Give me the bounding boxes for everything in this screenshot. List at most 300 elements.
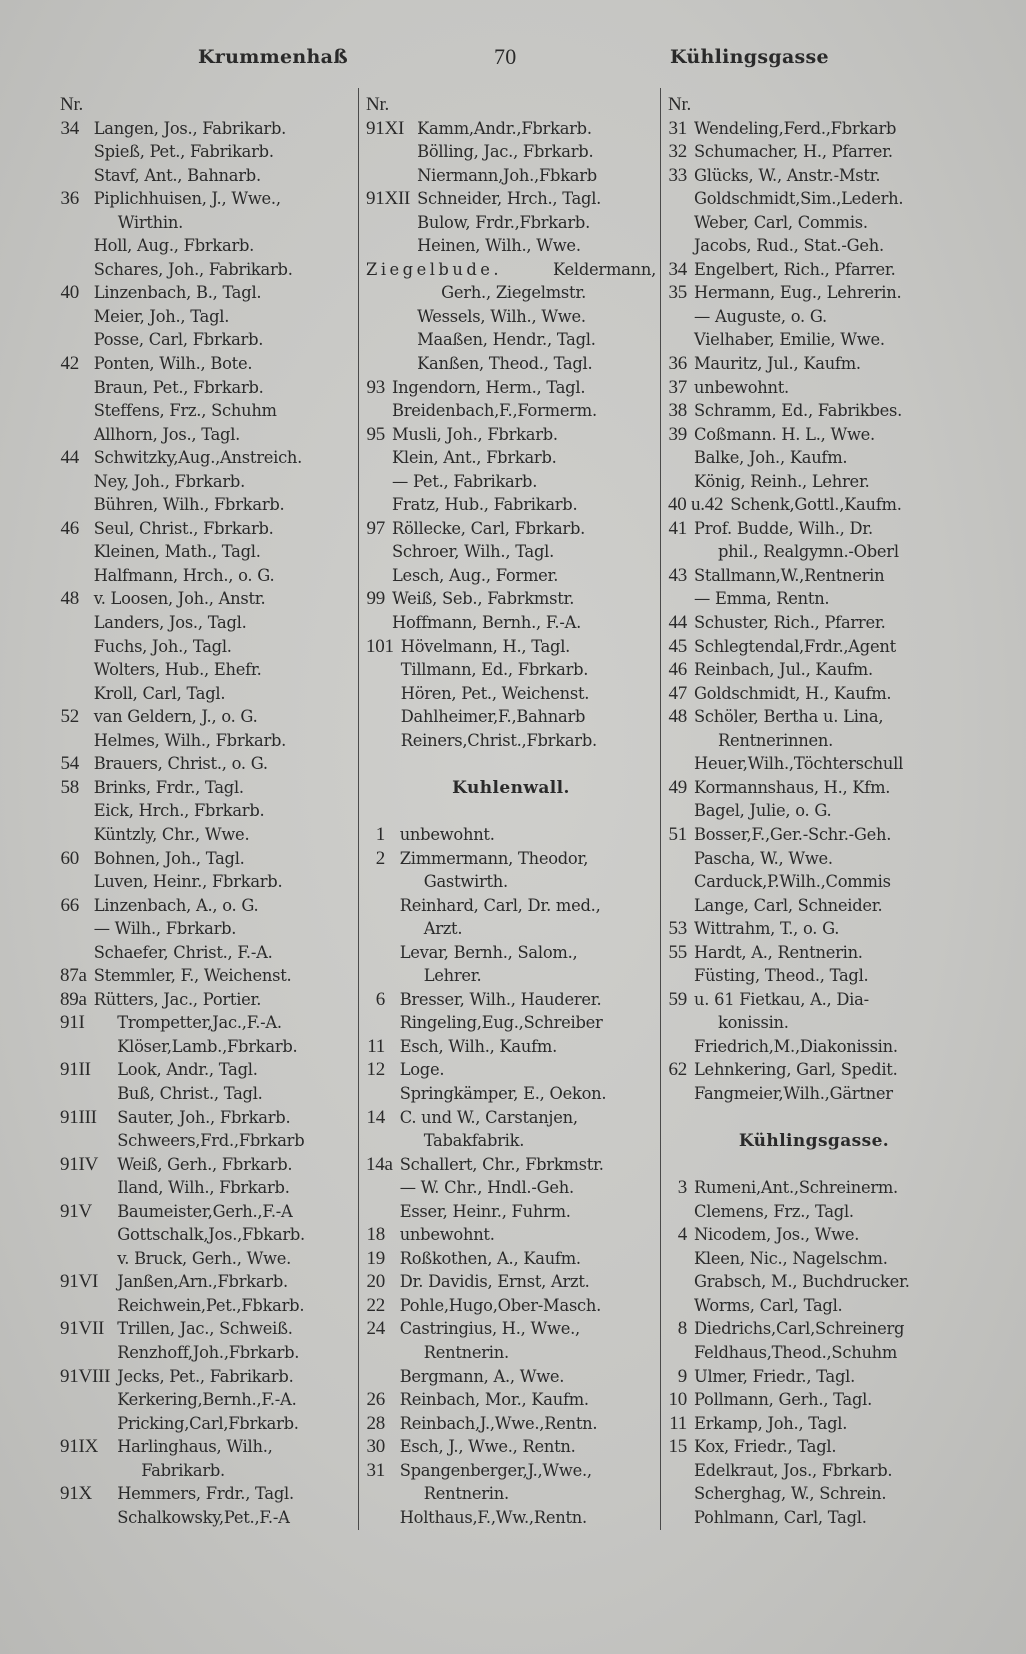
house-number — [366, 470, 392, 494]
resident-entry — [668, 917, 960, 941]
house-number — [366, 540, 392, 564]
house-number — [60, 164, 94, 188]
house-number: 49 — [668, 776, 687, 798]
house-number — [668, 446, 694, 470]
entry-section — [668, 493, 960, 517]
resident-entry — [366, 1412, 656, 1436]
resident-text: Piplichhuisen, J., Wwe., — [93, 189, 281, 209]
house-number — [366, 917, 400, 941]
resident-text: Maaßen, Hendr., Tagl. — [417, 330, 596, 350]
house-number — [366, 705, 401, 729]
resident-entry — [60, 776, 352, 800]
house-number — [366, 446, 392, 470]
resident-text: Grabsch, M., Buchdrucker. — [694, 1272, 910, 1292]
resident-text: Schenk,Gottl.,Kaufm. — [730, 495, 902, 515]
resident-text: Mauritz, Jul., Kaufm. — [694, 354, 861, 374]
resident-entry — [366, 211, 656, 235]
resident-text: Weber, Carl, Commis. — [694, 212, 868, 232]
resident-entry — [60, 1341, 352, 1365]
resident-entry — [366, 587, 656, 611]
resident-text: Schweers,Frd.,Fbrkarb — [117, 1131, 305, 1151]
house-number: 91IX — [60, 1436, 99, 1458]
resident-text: Füsting, Theod., Tagl. — [694, 966, 869, 986]
resident-text: Buß, Christ., Tagl. — [117, 1083, 263, 1103]
resident-text: Gerh., Ziegelmstr. — [441, 283, 587, 303]
house-number: 39 — [668, 423, 687, 445]
resident-entry — [60, 328, 352, 352]
resident-entry — [60, 1176, 352, 1200]
resident-entry — [366, 1294, 656, 1318]
resident-text: Kanßen, Theod., Tagl. — [417, 354, 593, 374]
resident-text: König, Reinh., Lehrer. — [694, 471, 870, 491]
resident-entry — [60, 1058, 352, 1082]
house-number: 12 — [366, 1059, 385, 1081]
house-number — [60, 1223, 117, 1247]
house-number: 38 — [668, 400, 687, 422]
resident-entry — [60, 1082, 352, 1106]
resident-text: Fangmeier,Wilh.,Gärtner — [694, 1083, 893, 1103]
house-number: 47 — [668, 682, 687, 704]
resident-text: Ulmer, Friedr., Tagl. — [694, 1366, 856, 1386]
house-number: 31 — [668, 117, 687, 139]
resident-entry — [366, 1270, 656, 1294]
resident-text: Wittrahm, T., o. G. — [694, 919, 840, 939]
entry-continuation — [366, 870, 656, 894]
resident-text: u. 61 Fietkau, A., Dia- — [694, 989, 869, 1009]
resident-text: Trompetter,Jac.,F.-A. — [117, 1013, 282, 1033]
house-number: 55 — [668, 941, 687, 963]
house-number — [668, 1482, 694, 1506]
house-number: 97 — [366, 517, 385, 539]
resident-entry — [60, 117, 352, 141]
resident-text: Rumeni,Ant.,Schreinerm. — [694, 1178, 898, 1198]
resident-text: — Auguste, o. G. — [694, 306, 827, 326]
house-number: 36 — [60, 188, 79, 210]
resident-entry — [60, 564, 352, 588]
resident-entry — [60, 376, 352, 400]
resident-text: Schuster, Rich., Pfarrer. — [694, 613, 886, 633]
resident-text: Stallmann,W.,Rentnerin — [694, 565, 885, 585]
resident-text: Schaefer, Christ., F.-A. — [93, 942, 273, 962]
resident-text: Braun, Pet., Fbrkarb. — [93, 377, 264, 397]
resident-entry — [668, 187, 960, 211]
resident-text: Brauers, Christ., o. G. — [93, 754, 268, 774]
house-number: 93 — [366, 376, 385, 398]
house-number — [366, 164, 417, 188]
resident-text: Wirthin. — [117, 212, 184, 232]
entry-section — [366, 93, 656, 117]
resident-entry — [366, 540, 656, 564]
entry-continuation — [668, 729, 960, 753]
house-number — [60, 234, 94, 258]
house-number: 91VI — [60, 1271, 99, 1293]
entry-continuation — [366, 1482, 656, 1506]
house-number — [60, 470, 94, 494]
resident-entry — [60, 635, 352, 659]
resident-entry — [60, 1153, 352, 1177]
house-number — [366, 211, 417, 235]
page-number: 70 — [494, 44, 517, 69]
resident-text: Klöser,Lamb.,Fbrkarb. — [117, 1036, 298, 1056]
resident-entry — [668, 1270, 960, 1294]
resident-text: Heuer,Wilh.,Töchterschull — [694, 754, 904, 774]
house-number — [366, 964, 400, 988]
house-number: 91III — [60, 1106, 97, 1128]
resident-entry — [366, 1176, 656, 1200]
resident-text: Ingendorn, Herm., Tagl. — [392, 377, 586, 397]
house-number — [366, 894, 400, 918]
resident-text: Reinbach, Jul., Kaufm. — [694, 660, 873, 680]
resident-entry — [668, 1317, 960, 1341]
resident-text: Ney, Joh., Fbrkarb. — [93, 471, 245, 491]
resident-entry — [366, 376, 656, 400]
house-number — [668, 799, 694, 823]
house-number — [60, 635, 94, 659]
resident-text: Bergmann, A., Wwe. — [399, 1366, 565, 1386]
entry-section — [60, 117, 352, 1012]
resident-entry — [60, 1294, 352, 1318]
resident-entry — [60, 234, 352, 258]
house-number: 91IV — [60, 1153, 99, 1175]
resident-text: Posse, Carl, Fbrkarb. — [93, 330, 264, 350]
house-number: 35 — [668, 282, 687, 304]
house-number — [668, 894, 694, 918]
resident-text: Rentnerin. — [423, 1343, 509, 1363]
resident-entry — [668, 305, 960, 329]
resident-text: unbewohnt. — [694, 377, 789, 397]
house-number — [366, 140, 417, 164]
house-number — [668, 328, 694, 352]
resident-text: Pascha, W., Wwe. — [694, 848, 833, 868]
house-number: 4 — [677, 1224, 687, 1246]
resident-text: Spangenberger,J.,Wwe., — [399, 1460, 592, 1480]
resident-entry — [366, 423, 656, 447]
resident-entry — [60, 1247, 352, 1271]
resident-text: Linzenbach, B., Tagl. — [93, 283, 262, 303]
house-number — [366, 729, 401, 753]
house-number — [60, 258, 94, 282]
house-number — [668, 1200, 694, 1224]
resident-entry — [60, 423, 352, 447]
resident-entry — [668, 164, 960, 188]
resident-text: Gastwirth. — [423, 872, 508, 892]
street-heading: Kühlingsgasse. — [738, 1130, 890, 1151]
resident-entry — [366, 705, 656, 729]
resident-text: Hermann, Eug., Lehrerin. — [694, 283, 902, 303]
resident-text: Clemens, Frz., Tagl. — [694, 1201, 854, 1221]
house-number — [366, 1365, 400, 1389]
entry-continuation — [366, 1341, 656, 1365]
resident-entry — [668, 1435, 960, 1459]
entry-section — [366, 117, 656, 376]
resident-text: Kamm,Andr.,Fbrkarb. — [417, 118, 592, 138]
resident-entry — [60, 1011, 352, 1035]
resident-text: v. Bruck, Gerh., Wwe. — [117, 1248, 292, 1268]
resident-entry — [366, 305, 656, 329]
resident-entry — [366, 847, 656, 871]
resident-entry — [668, 211, 960, 235]
house-number: 52 — [60, 706, 79, 728]
house-number: 30 — [366, 1436, 385, 1458]
resident-entry — [366, 988, 656, 1012]
resident-entry — [668, 1482, 960, 1506]
resident-text: Dahlheimer,F.,Bahnarb — [400, 707, 586, 727]
house-number — [60, 540, 94, 564]
resident-entry — [60, 847, 352, 871]
resident-text: Jecks, Pet., Fabrikarb. — [117, 1366, 294, 1386]
resident-entry — [60, 682, 352, 706]
resident-text: Schlegtendal,Frdr.,Agent — [694, 636, 896, 656]
house-number: 8 — [677, 1318, 687, 1340]
resident-entry — [668, 611, 960, 635]
house-number — [668, 847, 694, 871]
house-number: 15 — [668, 1436, 687, 1458]
house-number — [668, 1459, 694, 1483]
resident-entry — [60, 187, 352, 211]
resident-entry — [60, 799, 352, 823]
resident-entry — [60, 1435, 352, 1459]
resident-entry — [60, 1412, 352, 1436]
resident-text: Schares, Joh., Fabrikarb. — [93, 259, 293, 279]
resident-text: Baumeister,Gerh.,F.-A — [117, 1201, 293, 1221]
house-number — [668, 1294, 694, 1318]
resident-entry — [668, 658, 960, 682]
house-number: 11 — [669, 1412, 687, 1434]
resident-entry — [60, 140, 352, 164]
entry-continuation — [366, 964, 656, 988]
resident-text: Schneider, Hrch., Tagl. — [417, 189, 602, 209]
house-number — [60, 493, 94, 517]
resident-text: Schumacher, H., Pfarrer. — [694, 142, 893, 162]
resident-text: Loge. — [399, 1060, 445, 1080]
house-number — [60, 729, 94, 753]
resident-text: Gottschalk,Jos.,Fbkarb. — [117, 1225, 305, 1245]
resident-entry — [366, 399, 656, 423]
resident-text: Bosser,F.,Ger.-Schr.-Geh. — [694, 824, 892, 844]
resident-text: Arzt. — [423, 919, 463, 939]
resident-text: Fuchs, Joh., Tagl. — [93, 636, 232, 656]
house-number — [60, 1506, 117, 1530]
house-number — [366, 1011, 400, 1035]
house-number — [60, 870, 94, 894]
house-number: 87a — [60, 965, 87, 987]
house-number: 28 — [366, 1412, 385, 1434]
resident-entry — [668, 752, 960, 776]
entry-continuation — [668, 1011, 960, 1035]
resident-entry — [366, 611, 656, 635]
entry-section — [668, 117, 960, 494]
resident-text: Röllecke, Carl, Fbrkarb. — [392, 518, 586, 538]
resident-entry — [366, 894, 656, 918]
resident-entry — [668, 564, 960, 588]
resident-text: Bresser, Wilh., Hauderer. — [399, 989, 602, 1009]
resident-text: Lehrer. — [423, 966, 482, 986]
resident-text: Wendeling,Ferd.,Fbrkarb — [694, 118, 897, 138]
resident-text: Kleen, Nic., Nagelschm. — [694, 1248, 888, 1268]
resident-entry — [366, 234, 656, 258]
resident-text: Springkämper, E., Oekon. — [399, 1084, 607, 1103]
resident-text: Reinbach,J.,Wwe.,Rentn. — [399, 1413, 598, 1433]
resident-entry — [668, 799, 960, 823]
resident-text: Esch, Wilh., Kaufm. — [399, 1036, 558, 1056]
resident-text: Wolters, Hub., Ehefr. — [93, 660, 262, 680]
resident-text: Feldhaus,Theod.,Schuhm — [694, 1343, 898, 1363]
resident-text: Pollmann, Gerh., Tagl. — [694, 1390, 873, 1410]
resident-entry — [366, 352, 656, 376]
house-number: 66 — [60, 894, 79, 916]
house-number: 91II — [60, 1059, 91, 1081]
resident-text: Schroer, Wilh., Tagl. — [392, 542, 555, 562]
house-number — [366, 1341, 400, 1365]
resident-text: Engelbert, Rich., Pfarrer. — [694, 259, 896, 279]
resident-entry — [60, 1317, 352, 1341]
house-number — [668, 305, 694, 329]
resident-text: Glücks, W., Anstr.-Mstr. — [694, 165, 881, 185]
entry-section — [60, 93, 352, 117]
house-number — [366, 352, 417, 376]
resident-text: Stavf, Ant., Bahnarb. — [93, 165, 261, 185]
resident-entry — [60, 894, 352, 918]
resident-entry — [366, 1223, 656, 1247]
resident-text: Langen, Jos., Fabrikarb. — [93, 118, 287, 138]
resident-text: Sauter, Joh., Fbrkarb. — [117, 1107, 291, 1127]
resident-entry — [668, 823, 960, 847]
house-number: 51 — [668, 823, 687, 845]
resident-entry — [668, 705, 960, 729]
resident-text: Harlinghaus, Wilh., — [117, 1437, 273, 1457]
house-number — [60, 564, 94, 588]
resident-entry — [668, 1506, 960, 1530]
resident-entry — [60, 281, 352, 305]
resident-entry — [668, 847, 960, 871]
house-number: 19 — [366, 1247, 385, 1269]
house-number: 31 — [366, 1459, 385, 1481]
resident-text: Seul, Christ., Fbrkarb. — [93, 518, 274, 538]
house-number — [60, 376, 94, 400]
resident-text: Friedrich,M.,Diakonissin. — [694, 1036, 898, 1056]
resident-entry — [60, 446, 352, 470]
resident-text: Prof. Budde, Wilh., Dr. — [694, 518, 873, 538]
resident-entry — [60, 1223, 352, 1247]
resident-entry — [668, 1341, 960, 1365]
resident-text: unbewohnt. — [399, 1225, 495, 1245]
resident-entry — [366, 1365, 656, 1389]
running-header-right: Kühlingsgasse — [670, 46, 829, 68]
entry-section — [60, 1011, 352, 1529]
resident-entry — [60, 1035, 352, 1059]
house-number — [366, 1482, 400, 1506]
house-number — [60, 1294, 117, 1318]
resident-entry — [60, 493, 352, 517]
house-number — [60, 328, 94, 352]
house-number: 26 — [366, 1389, 385, 1411]
resident-text: Erkamp, Joh., Tagl. — [694, 1413, 848, 1433]
directory-column-3 — [668, 93, 960, 1529]
resident-text: Eick, Hrch., Fbrkarb. — [93, 801, 265, 821]
resident-text: Bohnen, Joh., Tagl. — [93, 848, 245, 868]
resident-text: Esch, J., Wwe., Rentn. — [399, 1437, 576, 1457]
house-number: 46 — [668, 659, 687, 681]
house-number: 44 — [60, 447, 79, 469]
running-header-left: Krummenhaß — [197, 46, 348, 68]
entry-section — [366, 635, 656, 753]
resident-entry — [366, 258, 656, 282]
house-number — [366, 234, 417, 258]
resident-text: Hardt, A., Rentnerin. — [694, 942, 863, 962]
entry-continuation — [366, 917, 656, 941]
house-number — [60, 823, 94, 847]
resident-text: Spieß, Pet., Fabrikarb. — [93, 142, 274, 162]
resident-text: Rütters, Jac., Portier. — [93, 989, 262, 1009]
directory-column-1 — [60, 93, 352, 1529]
resident-text: Lehnkering, Garl, Spedit. — [694, 1060, 898, 1080]
resident-text: Holl, Aug., Fbrkarb. — [93, 236, 255, 256]
resident-text: Reiners,Christ.,Fbrkarb. — [400, 730, 597, 750]
house-number — [60, 211, 94, 235]
resident-entry — [668, 140, 960, 164]
resident-entry — [366, 164, 656, 188]
resident-entry — [60, 941, 352, 965]
house-number — [668, 1035, 694, 1059]
house-number — [366, 1200, 400, 1224]
entry-section — [668, 1176, 960, 1529]
resident-entry — [366, 517, 656, 541]
resident-text: C. und W., Carstanjen, — [399, 1107, 578, 1127]
resident-entry — [60, 964, 352, 988]
resident-entry — [668, 446, 960, 470]
entry-section — [366, 376, 656, 635]
resident-text: Iland, Wilh., Fbrkarb. — [117, 1178, 290, 1198]
resident-text: Brinks, Frdr., Tagl. — [93, 777, 244, 797]
resident-text: — Wilh., Fbrkarb. — [93, 919, 237, 939]
house-number — [366, 305, 417, 329]
house-number: 45 — [668, 635, 687, 657]
resident-text: Renzhoff,Joh.,Fbrkarb. — [117, 1342, 300, 1362]
resident-entry — [366, 635, 656, 659]
resident-text: Roßkothen, A., Kaufm. — [399, 1248, 581, 1268]
resident-text: Look, Andr., Tagl. — [117, 1060, 258, 1080]
resident-entry — [60, 1365, 352, 1389]
resident-text: Coßmann. H. L., Wwe. — [694, 424, 875, 444]
resident-text: Kormannshaus, H., Kfm. — [694, 777, 891, 797]
resident-text: Trillen, Jac., Schweiß. — [117, 1319, 293, 1339]
house-number — [366, 493, 392, 517]
resident-entry — [668, 894, 960, 918]
resident-entry — [60, 917, 352, 941]
resident-text: Linzenbach, A., o. G. — [93, 895, 259, 915]
resident-text: Fabrikarb. — [141, 1460, 225, 1480]
house-number — [60, 658, 94, 682]
house-number — [668, 870, 694, 894]
resident-text: Pohlmann, Carl, Tagl. — [694, 1507, 867, 1527]
resident-text: Heinen, Wilh., Wwe. — [417, 236, 581, 256]
resident-entry — [366, 187, 656, 211]
resident-text: phil., Realgymn.-Oberl — [718, 542, 899, 562]
resident-entry — [60, 1388, 352, 1412]
resident-entry — [60, 729, 352, 753]
resident-text: — W. Chr., Hndl.-Geh. — [399, 1178, 574, 1198]
resident-entry — [668, 1035, 960, 1059]
house-number — [366, 399, 392, 423]
house-number — [668, 211, 694, 235]
resident-text: Holthaus,F.,Ww.,Rentn. — [399, 1507, 587, 1527]
house-number: 54 — [60, 753, 79, 775]
resident-text: Allhorn, Jos., Tagl. — [93, 424, 241, 444]
resident-text: Stemmler, F., Weichenst. — [93, 966, 292, 986]
resident-text: Landers, Jos., Tagl. — [93, 613, 247, 633]
house-number: 91V — [60, 1200, 92, 1222]
resident-entry — [668, 93, 960, 117]
